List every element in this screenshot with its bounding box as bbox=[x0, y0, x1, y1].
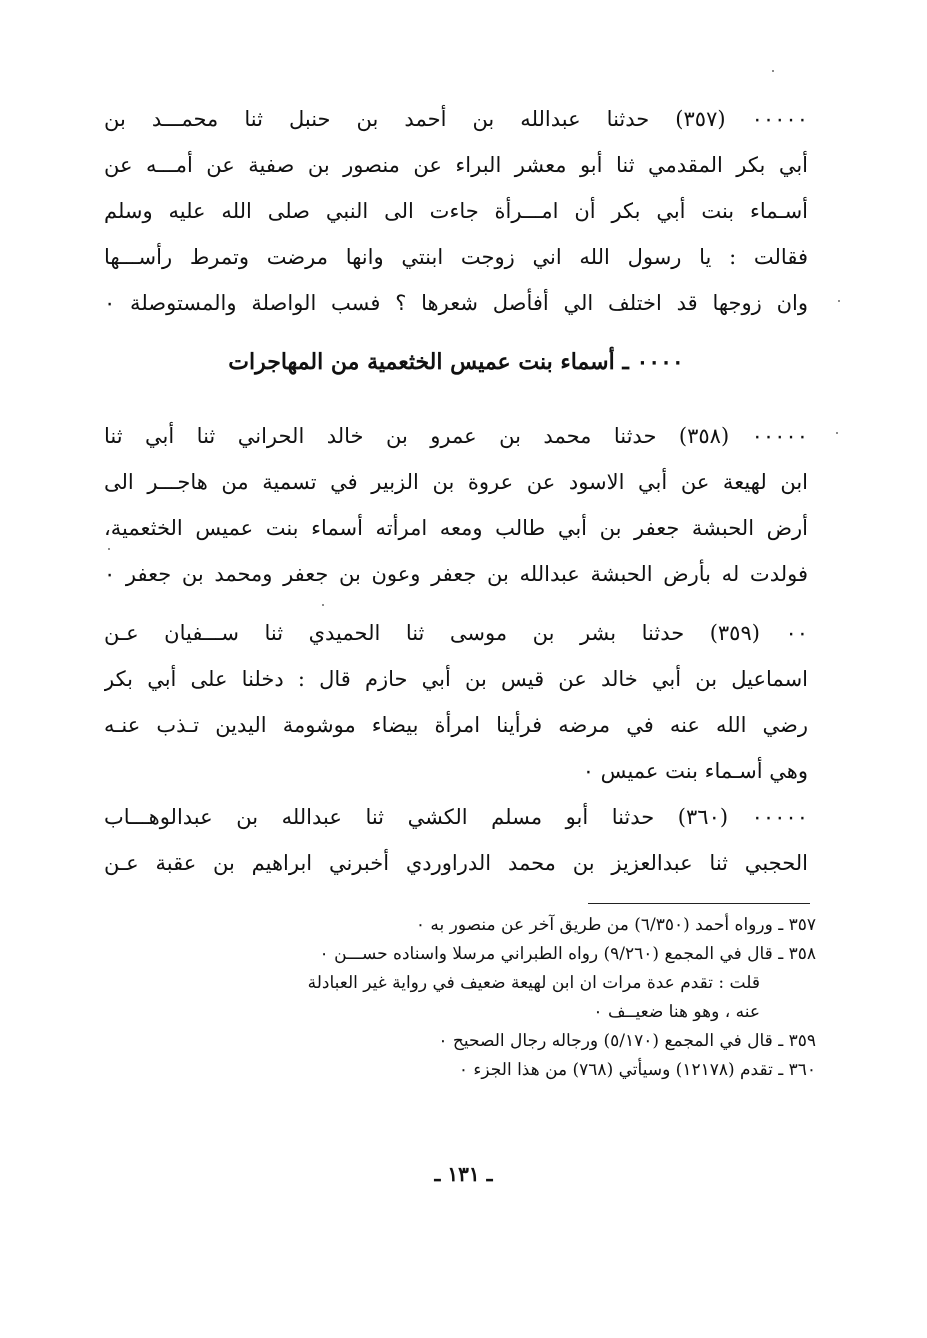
text-line: أبي بكر المقدمي ثنا أبو معشر البراء عن منصور بن صفية عن أمـــه عن bbox=[104, 153, 808, 177]
paragraph-360 bbox=[104, 794, 808, 886]
text-line: اسماعيل بن أبي خالد عن قيس بن أبي حازم قال : دخلنا على أبي بكر bbox=[104, 667, 808, 691]
page-number: ـ ١٣١ ـ bbox=[434, 1162, 493, 1186]
text-line: أسـماء بنت أبي بكر أن امـــرأة جاءت الى النبي صلى الله عليه وسلم bbox=[104, 199, 808, 223]
text-line: فولدت له بأرض الحبشة عبدالله بن جعفر وعون بن جعفر ومحمد بن جعفر ٠ bbox=[104, 562, 808, 586]
text-line: وهي أسـماء بنت عميس ٠ bbox=[582, 759, 808, 783]
footnote-360: ٣٦٠ ـ تقدم (١٢١٧٨) وسيأتي (٧٦٨) من هذا الجزء ٠ bbox=[458, 1060, 816, 1080]
scan-speck bbox=[322, 604, 324, 606]
text-line: ٠٠٠٠٠ (٣٥٧) حدثنا عبدالله بن أحمد بن حنبل ثنا محمـــد بن bbox=[104, 107, 808, 131]
text-line: ٠٠ (٣٥٩) حدثنا بشر بن موسى ثنا الحميدي ثنا ســـفيان عـن bbox=[104, 621, 808, 645]
scan-speck bbox=[108, 548, 110, 550]
footnote-358-continuation: قلت : تقدم عدة مرات ان ابن لهيعة ضعيف في رواية غير العبادلة bbox=[307, 973, 760, 993]
paragraph-359 bbox=[104, 610, 808, 794]
text-line: رضي الله عنه في مرضه فرأينا امرأة بيضاء موشومة اليدين تـذب عنـه bbox=[104, 713, 808, 737]
text-line: أرض الحبشة جعفر بن أبي طالب ومعه امرأته أسماء بنت عميس الخثعمية، bbox=[104, 516, 808, 540]
text-line: الحجبي ثنا عبدالعزيز بن محمد الدراوردي أخبرني ابراهيم بن عقبة عـن bbox=[104, 851, 808, 875]
footnote-357: ٣٥٧ ـ ورواه أحمد (٦/٣٥٠) من طريق آخر عن منصور به ٠ bbox=[415, 915, 816, 935]
text-line: ٠٠٠٠٠ (٣٥٨) حدثنا محمد بن عمرو بن خالد الحراني ثنا أبي ثنا bbox=[104, 424, 808, 448]
text-line: فقالت : يا رسول الله اني زوجت ابنتي وانها مرضت وتمرط رأســـها bbox=[104, 245, 808, 269]
text-line: ٠٠٠٠٠ (٣٦٠) حدثنا أبو مسلم الكشي ثنا عبدالله بن عبدالوهـــاب bbox=[104, 805, 808, 829]
text-line: ابن لهيعة عن أبي الاسود عن عروة بن الزبير في تسمية من هاجـــر الى bbox=[104, 470, 808, 494]
footnote-separator bbox=[588, 903, 810, 904]
footnote-358-continuation: عنه ، وهو هنا ضعيــف ٠ bbox=[593, 1002, 760, 1022]
footnote-359: ٣٥٩ ـ قال في المجمع (٥/١٧٠) ورجاله رجال الصحيح ٠ bbox=[438, 1031, 816, 1051]
footnotes bbox=[104, 911, 816, 1085]
text-line: وان زوجها قد اختلف الي أفأصل شعرها ؟ فسب الواصلة والمستوصلة ٠ bbox=[104, 291, 808, 315]
paragraph-358 bbox=[104, 413, 808, 597]
scan-speck bbox=[772, 70, 774, 72]
section-heading: ٠٠٠٠ ـ أسماء بنت عميس الخثعمية من المهاجرات bbox=[228, 349, 684, 375]
footnote-358: ٣٥٨ ـ قال في المجمع (٩/٢٦٠) رواه الطبراني مرسلا واسناده حســـن ٠ bbox=[319, 944, 816, 964]
scan-speck bbox=[836, 432, 838, 434]
paragraph-357 bbox=[104, 96, 808, 326]
scan-speck bbox=[838, 300, 840, 302]
